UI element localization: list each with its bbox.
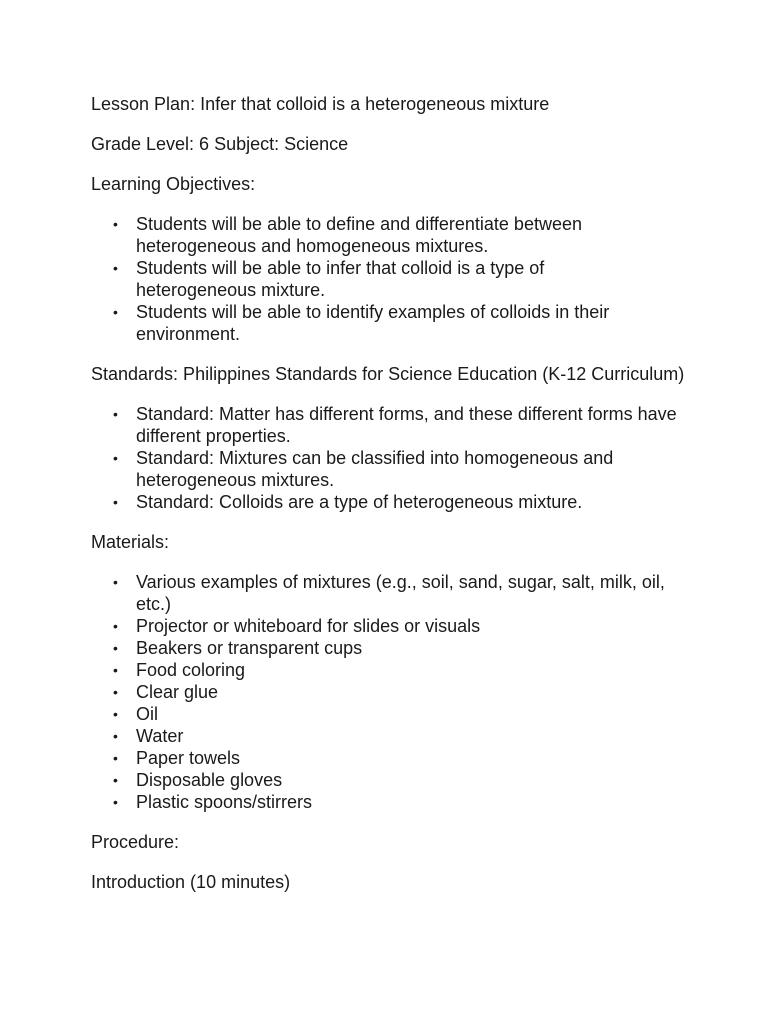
- bullet-icon: •: [113, 406, 118, 422]
- list-item: [91, 791, 696, 813]
- bullet-icon: •: [113, 684, 118, 700]
- list-item: [91, 703, 696, 725]
- list-item-text: Disposable gloves: [136, 770, 283, 790]
- objectives-list: [91, 213, 691, 345]
- list-item: [91, 659, 696, 681]
- list-item: [91, 213, 656, 257]
- list-item: [91, 637, 696, 659]
- objectives-heading: Learning Objectives:: [91, 174, 256, 194]
- bullet-icon: •: [113, 750, 118, 766]
- bullet-icon: •: [113, 260, 118, 276]
- list-item-text: Standard: Matter has different forms, and these different forms have different properties.: [136, 404, 677, 446]
- list-item: [91, 615, 696, 637]
- grade-subject-line: Grade Level: 6 Subject: Science: [91, 134, 349, 154]
- list-item-text: Water: [136, 726, 184, 746]
- bullet-icon: •: [113, 706, 118, 722]
- standards-list: [91, 403, 691, 513]
- list-item: [91, 725, 696, 747]
- list-item-text: Standard: Mixtures can be classified into homogeneous and heterogeneous mixtures.: [136, 448, 614, 490]
- bullet-icon: •: [113, 304, 118, 320]
- list-item: [91, 681, 696, 703]
- list-item: [91, 747, 696, 769]
- list-item-text: Students will be able to identify examples of colloids in their environment.: [136, 302, 610, 344]
- list-item-text: Plastic spoons/stirrers: [136, 792, 313, 812]
- bullet-icon: •: [113, 640, 118, 656]
- bullet-icon: •: [113, 618, 118, 634]
- procedure-heading: Procedure:: [91, 832, 180, 852]
- list-item: [91, 301, 656, 345]
- list-item-text: Projector or whiteboard for slides or visuals: [136, 616, 481, 636]
- introduction-heading: Introduction (10 minutes): [91, 872, 291, 892]
- bullet-icon: •: [113, 574, 118, 590]
- bullet-icon: •: [113, 216, 118, 232]
- list-item-text: Clear glue: [136, 682, 219, 702]
- list-item-text: Paper towels: [136, 748, 241, 768]
- list-item: [91, 571, 696, 615]
- list-item-text: Students will be able to infer that colloid is a type of heterogeneous mixture.: [136, 258, 545, 300]
- materials-heading: Materials:: [91, 532, 170, 552]
- list-item-text: Students will be able to define and differentiate between heterogeneous and homogeneous mixtures.: [136, 214, 582, 256]
- list-item-text: Beakers or transparent cups: [136, 638, 363, 658]
- document-page: [91, 93, 691, 911]
- list-item: [91, 257, 656, 301]
- bullet-icon: •: [113, 450, 118, 466]
- list-item-text: Various examples of mixtures (e.g., soil, sand, sugar, salt, milk, oil, etc.): [136, 572, 665, 614]
- list-item: [91, 491, 696, 513]
- list-item-text: Oil: [136, 704, 158, 724]
- lesson-title: Lesson Plan: Infer that colloid is a heterogeneous mixture: [91, 94, 550, 114]
- list-item: [91, 769, 696, 791]
- list-item-text: Standard: Colloids are a type of heterogeneous mixture.: [136, 492, 583, 512]
- bullet-icon: •: [113, 794, 118, 810]
- bullet-icon: •: [113, 494, 118, 510]
- bullet-icon: •: [113, 662, 118, 678]
- materials-list: [91, 571, 691, 813]
- bullet-icon: •: [113, 772, 118, 788]
- standards-heading: Standards: Philippines Standards for Science Education (K-12 Curriculum): [91, 364, 685, 384]
- list-item-text: Food coloring: [136, 660, 246, 680]
- bullet-icon: •: [113, 728, 118, 744]
- list-item: [91, 447, 696, 491]
- list-item: [91, 403, 696, 447]
